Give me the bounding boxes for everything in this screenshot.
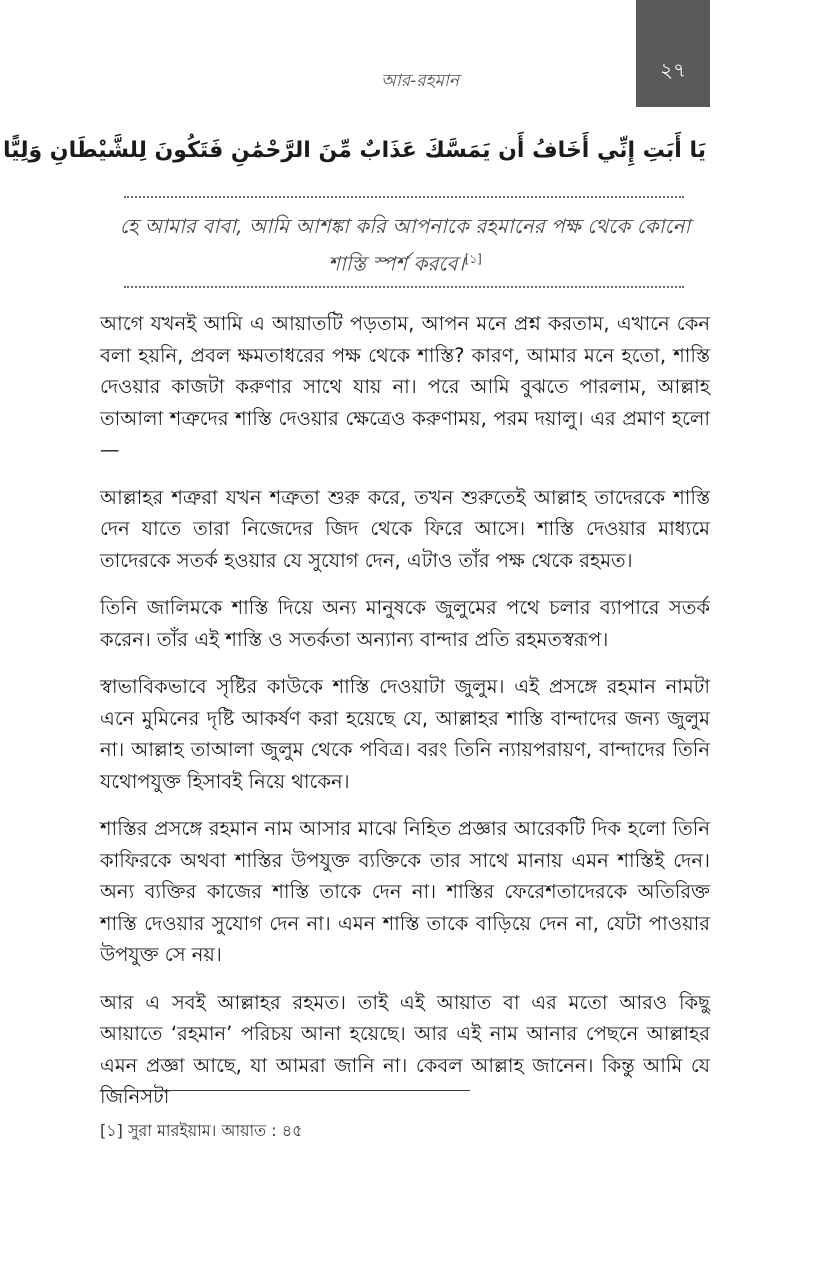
verse-text: يَا أَبَتِ إِنِّي أَخَافُ أَن يَمَسَّكَ عَذَابٌ مِّنَ الرَّحْمَٰنِ فَتَكُونَ لِلشَّيْطَانِ وَلِيًّا [2,138,706,163]
page-number-tab [636,0,710,107]
paragraph: আল্লাহর শত্রুরা যখন শত্রুতা শুরু করে, তখন শুরুতেই আল্লাহ তাদেরকে শাস্তি দেন যাতে তারা নিজেদের জিদ থেকে ফিরে আসে। শাস্তি দেওয়ার মাধ্যমে তাদেরকে সতর্ক হওয়ার যে সুযোগ দেন, এটাও তাঁর পক্ষ থেকে রহমত। [100,485,710,572]
footnote: [১] সুরা মারইয়াম। আয়াত : ৪৫ [100,1121,303,1140]
divider-top [124,196,684,198]
paragraph: আর এ সবই আল্লাহর রহমত। তাই এই আয়াত বা এর মতো আরও কিছু আয়াতে ‘রহমান’ পরিচয় আনা হয়েছে। আর এই নাম আনার পেছনে আল্লাহর এমন প্রজ্ঞা আছে, যা আমরা জানি না। কেবল আল্লাহ জানেন। কিন্তু আমি যে জিনিসটা [100,990,710,1108]
paragraph: শাস্তির প্রসঙ্গে রহমান নাম আসার মাঝে নিহিত প্রজ্ঞার আরেকটি দিক হলো তিনি কাফিরকে অথবা শাস্তির উপযুক্ত ব্যক্তিকে তার সাথে মানায় এমন শাস্তিই দেন। অন্য ব্যক্তির কাজের শাস্তি তাকে দেন না। শাস্তির ফেরেশতাদেরকে অতিরিক্ত শাস্তি দেওয়ার সুযোগ দেন না। এমন শাস্তি তাকে বাড়িয়ে দেন না, যেটা পাওয়ার উপযুক্ত সে নয়। [100,817,710,966]
paragraph: তিনি জালিমকে শাস্তি দিয়ে অন্য মানুষকে জুলুমের পথে চলার ব্যাপারে সতর্ক করেন। তাঁর এই শাস্তি ও সতর্কতা অন্যান্য বান্দার প্রতি রহমতস্বরূপ। [100,596,710,651]
footnote-reference: [১] [464,252,482,266]
running-title: আর-রহমান [380,71,460,91]
quran-verse [2,136,706,166]
footnote-separator [100,1090,470,1091]
verse-translation [110,210,700,281]
divider-bottom [124,286,684,288]
page-number: ২৭ [659,58,686,82]
paragraph: আগে যখনই আমি এ আয়াতটি পড়তাম, আপন মনে প্রশ্ন করতাম, এখানে কেন বলা হয়নি, প্রবল ক্ষমতাধরের পক্ষ থেকে শাস্তি? কারণ, আমার মনে হতো, শাস্তি দেওয়ার কাজটা করুণার সাথে যায় না। পরে আমি বুঝতে পারলাম, আল্লাহ তাআলা শত্রুদের শাস্তি দেওয়ার ক্ষেত্রেও করুণাময়, পরম দয়ালু। এর প্রমাণ হলো— [100,312,710,461]
translation-text: হে আমার বাবা, আমি আশঙ্কা করি আপনাকে রহমানের পক্ষ থেকে কোনো শাস্তি স্পর্শ করবে। [119,214,691,276]
paragraph: স্বাভাবিকভাবে সৃষ্টির কাউকে শাস্তি দেওয়াটা জুলুম। এই প্রসঙ্গে রহমান নামটা এনে মুমিনের দৃষ্টি আকর্ষণ করা হয়েছে যে, আল্লাহর শাস্তি বান্দাদের জন্য জুলুম না। আল্লাহ তাআলা জুলুম থেকে পবিত্র। বরং তিনি ন্যায়পরায়ণ, বান্দাদের তিনি যথোপযুক্ত হিসাবই নিয়ে থাকেন। [100,675,710,793]
body-text [100,308,710,1129]
